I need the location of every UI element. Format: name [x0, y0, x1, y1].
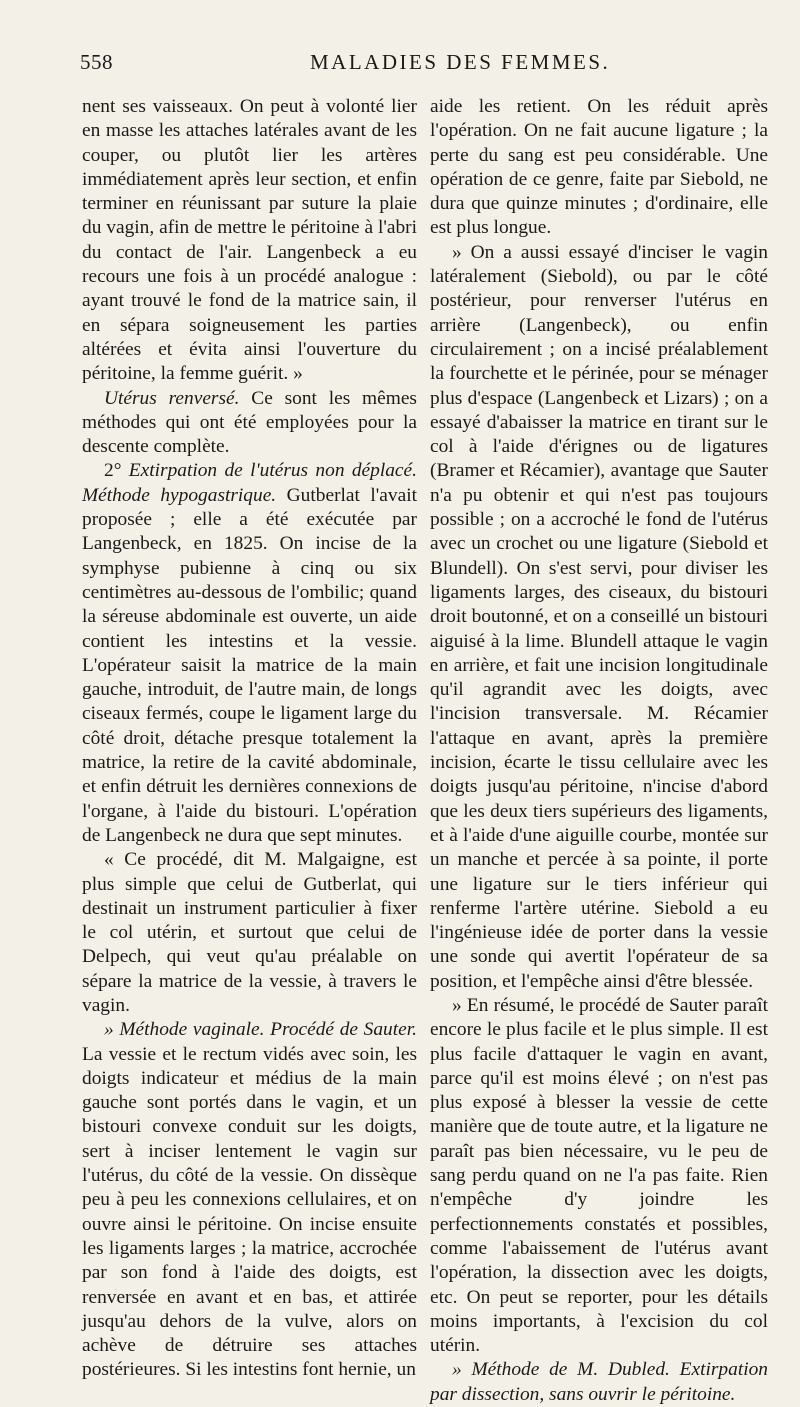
- section-title: Utérus renversé.: [104, 387, 240, 409]
- page-header: [80, 50, 780, 82]
- paragraph-resume: » En résumé, le procédé de Sauter paraît encore le plus facile et le plus simple. Il est plus facile d'attaquer le vagin en avant, parce qu'il est moins élevé ; on n'est pas plus exposé à blesser la vessie de cette manière que de toute autre, et la ligature ne paraît pas bien nécessaire, vu le peu de sang perdu quand on ne l'a pas faite. Rien n'empêche d'y joindre les perfectionnements constatés et possibles, comme l'abaissement de l'utérus avant l'opération, la dissection avec les doigts, etc. On peut se reporter, pour les détails moins importants, à l'excision du col utérin.: [430, 994, 768, 1357]
- paragraph-variants: » On a aussi essayé d'inciser le vagin latéralement (Siebold), ou par le côté postérieur, pour renverser l'utérus en arrière (Langenbeck), ou enfin circulairement ; on a incisé préalablement la fourchette et le périnée, pour se ménager plus d'espace (Langenbeck et Lizars) ; on a essayé d'abaisser la matrice en tirant sur le col à l'aide d'érignes ou de ligatures (Bramer et Récamier), avantage que Sauter n'a pu obtenir et qui n'est pas toujours possible ; on a accroché le fond de l'utérus avec un crochet ou une ligature (Siebold et Blundell). On s'est servi, pour diviser les ligaments larges, des ciseaux, du bistouri droit boutonné, et on a conseillé un bistouri aiguisé à la lime. Blundell attaque le vagin en arrière, et fait une incision longitudinale qu'il agrandit avec les doigts, avec l'incision transversale. M. Récamier l'attaque en avant, après la première incision, écarte le tissu cellulaire avec les doigts jusqu'au péritoine, n'incise d'abord que les deux tiers supérieurs des ligaments, et à l'aide d'une aiguille courbe, montée sur un manche et percée à sa pointe, il porte une ligature sur le tiers inférieur qui renferme l'artère utérine. Siebold a eu l'ingénieuse idée de porter dans la vessie une sonde qui avertit l'opérateur de sa position, et l'empêche ainsi d'être blessée.: [430, 241, 768, 992]
- right-column: [430, 95, 768, 1407]
- section-title: Extirpation de l'utérus non déplacé. Méthode hypogastrique.: [82, 460, 417, 506]
- paragraph-uterus-renverse: [82, 387, 417, 460]
- section-title-dubled: » Méthode de M. Dubled. Extirpation par dissection, sans ouvrir le péritoine.: [430, 1359, 768, 1405]
- section-number: 2°: [104, 460, 129, 482]
- paragraph-malgaigne-quote: « Ce procédé, dit M. Malgaigne, est plus simple que celui de Gutberlat, qui destinait un instrument particulier à fixer le col utérin, et surtout que celui de Delpech, qui veut qu'au préalable on sépare la matrice de la vessie, à travers le vagin.: [82, 849, 417, 1016]
- paragraph-extirpation: [82, 459, 417, 848]
- paragraph-text: Ce sont les mêmes méthodes qui ont été employées pour la descente complète.: [82, 387, 417, 458]
- section-title: » Méthode vaginale. Procédé de Sauter.: [104, 1019, 417, 1041]
- running-head: MALADIES DES FEMMES.: [310, 50, 611, 74]
- paragraph-continuation: nent ses vaisseaux. On peut à volonté lier en masse les attaches latérales avant de les couper, ou plutôt lier les artères immédiatement après leur section, et enfin terminer en réunissant par suture la plaie du vagin, afin de mettre le péritoine à l'abri du contact de l'air. Langenbeck a eu recours une fois à un procédé analogue : ayant trouvé le fond de la matrice sain, il en sépara soigneusement les parties altérées et évita ainsi l'ouverture du péritoine, la femme guérit. »: [82, 96, 417, 385]
- paragraph-methode-vaginale: [82, 1018, 417, 1382]
- page-number: 558: [80, 50, 113, 74]
- paragraph-text: Gutberlat l'avait proposée ; elle a été exécutée par Langenbeck, en 1825. On incise de la symphyse pubienne à cinq ou six centimètres au-dessous de l'ombilic; quand la séreuse abdominale est ouverte, un aide contient les intestins et la vessie. L'opérateur saisit la matrice de la main gauche, introduit, de l'autre main, de longs ciseaux fermés, coupe le ligament large du côté droit, détache presque totalement la matrice, la retire de la cavité abdominale, et enfin détruit les dernières connexions de l'organe, à l'aide du bistouri. L'opération de Langenbeck ne dura que sept minutes.: [82, 484, 417, 846]
- paragraph-text: La vessie et le rectum vidés avec soin, les doigts indicateur et médius de la main gauche sont portés dans le vagin, et un bistouri convexe conduit sur les doigts, sert à inciser lentement le vagin sur l'utérus, du côté de la vessie. On dissèque peu à peu les connexions cellulaires, et on ouvre ainsi le péritoine. On incise ensuite les ligaments larges ; la matrice, accrochée par son fond à l'aide des doigts, est renversée en avant et en bas, et attirée jusqu'au dehors de la vulve, alors on achève de détruire ses attaches postérieures. Si les intestins font hernie, un: [82, 1043, 417, 1381]
- paragraph-continuation: aide les retient. On les réduit après l'opération. On ne fait aucune ligature ; la perte du sang est peu considérable. Une opération de ce genre, faite par Siebold, ne dura que quinze minutes ; d'ordinaire, elle est plus longue.: [430, 96, 768, 239]
- left-column: [82, 95, 417, 1383]
